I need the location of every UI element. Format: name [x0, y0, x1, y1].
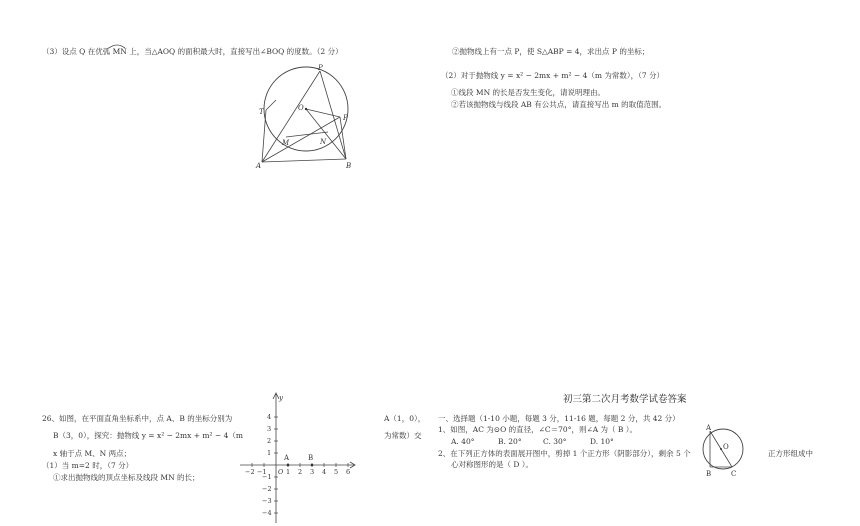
question-26-part1-1: ①求出抛物线的顶点坐标及线段 MN 的长； [53, 473, 200, 482]
answer-q1-option-a: A. 40° [451, 437, 475, 446]
answer-q1-option-c: C. 30° [543, 437, 567, 446]
point-a-label: A [284, 454, 290, 462]
label-p-right: P [343, 114, 348, 122]
question-26-line1: 26、如图，在平面直角坐标系中，点 A、B 的坐标分别为 [42, 414, 233, 423]
y-tick-neg4: −4 [262, 509, 272, 517]
point-a [287, 464, 290, 467]
x-tick-6: 6 [346, 468, 351, 476]
x-tick-2: 2 [298, 468, 303, 476]
x-tick-5: 5 [334, 468, 339, 476]
y-tick-2: 2 [267, 437, 272, 445]
y-tick-neg3: −3 [262, 497, 272, 505]
question-26-line3: x 轴于点 M、N 两点； [53, 449, 132, 458]
circle-geometry-figure [250, 62, 360, 170]
point-b-label: B [308, 454, 314, 462]
answer-key-title: 初三第二次月考数学试卷答案 [563, 394, 687, 405]
answer-q2-line1-end: 正方形组成中 [768, 449, 813, 458]
x-tick-3: 3 [310, 468, 315, 476]
x-tick-neg2: −2 [245, 468, 255, 476]
answer-q2-line1: 2、在下列正方体的表面展开图中，剪掉 1 个正方形（阴影部分），剩余 5 个 [438, 449, 691, 458]
question-2-part2: ②若该抛物线与线段 AB 有公共点，请直接写出 m 的取值范围。 [451, 100, 667, 109]
answer-q2-line2: 心对称图形的是（ D ）。 [451, 460, 534, 469]
answer-label-b: B [706, 470, 712, 478]
question-26-line1-end: A（1，0）， [384, 414, 426, 423]
y-tick-4: 4 [267, 413, 272, 421]
question-26-line2: B（3，0），探究：抛物线 y = x² − 2mx + m² − 4（m [53, 431, 243, 440]
question-26-part1: （1）当 m=2 时，（7 分） [42, 461, 134, 470]
answer-circle-figure [696, 423, 750, 479]
label-o: O [298, 104, 304, 112]
origin-label: O [278, 468, 284, 476]
y-tick-neg1: −1 [262, 473, 272, 481]
answer-q1-option-b: B. 20° [498, 437, 522, 446]
y-axis-label: y [279, 394, 283, 402]
y-tick-neg2: −2 [262, 485, 272, 493]
answer-label-c: C [731, 470, 737, 478]
answer-label-a: A [706, 424, 712, 432]
point-b [311, 464, 314, 467]
answer-q1: 1、如图，AC 为⊙O 的直径，∠C＝70°，则∠A 为（ B ）。 [438, 425, 638, 434]
x-tick-4: 4 [322, 468, 327, 476]
label-b: B [346, 162, 352, 170]
answer-label-o: O [723, 443, 729, 451]
section-1-heading: 一、选择题（1-10 小题，每题 3 分，11-16 题，每题 2 分，共 42 分） [438, 414, 680, 423]
question-3-text: （3）设点 Q 在优弧 MN 上，当△AOQ 的面积最大时，直接写出∠BOQ 的度数。（2 分） [42, 47, 343, 56]
question-26-line2-end: 为常数）交 [384, 431, 422, 440]
question-2-part1: ①线段 MN 的长是否发生变化，请说明理由。 [451, 88, 606, 97]
label-a: A [256, 162, 262, 170]
label-p-top: P [318, 64, 323, 72]
question-2b-text: ②抛物线上有一点 P，使 S△ABP = 4，求出点 P 的坐标； [452, 47, 650, 56]
arc-mn-mark [108, 43, 126, 49]
x-tick-neg1: −1 [257, 468, 267, 476]
label-n: N [320, 138, 327, 146]
answer-q1-option-d: D. 10° [590, 437, 614, 446]
y-tick-3: 3 [267, 425, 272, 433]
label-m: M [282, 139, 290, 147]
y-tick-1: 1 [267, 449, 272, 457]
label-t: T [259, 108, 264, 116]
question-2-text: （2）对于抛物线 y = x² − 2mx + m² − 4（m 为常数），（7 分） [441, 71, 664, 80]
coordinate-plane-figure [238, 392, 356, 524]
x-tick-1: 1 [286, 468, 291, 476]
